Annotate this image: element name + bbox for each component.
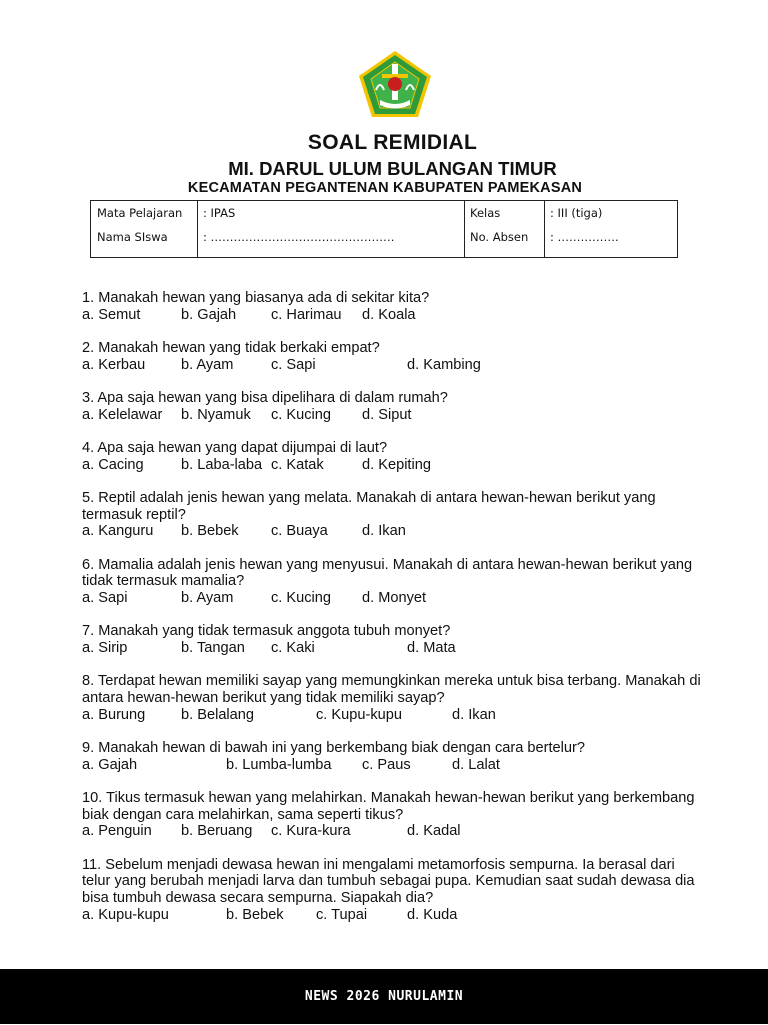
- question-text: 3. Apa saja hewan yang bisa dipelihara di dalam rumah?: [82, 389, 448, 406]
- answer-option: a. Kerbau: [82, 356, 146, 373]
- answer-option: c. Kucing: [271, 406, 332, 423]
- answer-option: d. Siput: [362, 406, 412, 423]
- question-text: 9. Manakah hewan di bawah ini yang berkembang biak dengan cara bertelur?: [82, 739, 586, 756]
- class-label: Kelas: [470, 206, 501, 220]
- question-list: [82, 290, 702, 940]
- answer-option: b. Gajah: [181, 306, 237, 323]
- student-name-value: : …………………………………………: [203, 230, 395, 244]
- answer-option: a. Gajah: [82, 756, 138, 773]
- subject-label: Mata Pelajaran: [97, 206, 183, 220]
- answer-option: a. Sapi: [82, 590, 128, 607]
- question-item: [82, 290, 702, 323]
- question-item: [82, 390, 702, 423]
- question-item: [82, 673, 702, 723]
- table-divider: [197, 201, 198, 257]
- absen-label: No. Absen: [470, 230, 529, 244]
- answer-option: b. Ayam: [181, 356, 234, 373]
- answer-option: d. Monyet: [362, 590, 427, 607]
- answer-option: b. Lumba-lumba: [226, 756, 332, 773]
- answer-option: b. Bebek: [226, 906, 284, 923]
- question-text: 10. Tikus termasuk hewan yang melahirkan. Manakah hewan-hewan berikut yang berkembang biak dengan cara melahirkan, sama seperti tikus?: [82, 789, 695, 823]
- school-emblem-logo: [358, 50, 432, 118]
- answer-option: d. Ikan: [362, 523, 406, 540]
- answer-option: b. Ayam: [181, 590, 234, 607]
- watermark-footer: NEWS 2026 NURULAMIN: [0, 969, 768, 1024]
- question-text: 5. Reptil adalah jenis hewan yang melata. Manakah di antara hewan-hewan berikut yang termasuk reptil?: [82, 489, 656, 523]
- answer-option: c. Kucing: [271, 590, 332, 607]
- answer-option: d. Kambing: [407, 356, 481, 373]
- answer-option: c. Katak: [271, 456, 324, 473]
- answer-option: c. Kura-kura: [271, 823, 351, 840]
- table-divider: [464, 201, 465, 257]
- answer-option: c. Kaki: [271, 640, 315, 657]
- question-text: 8. Terdapat hewan memiliki sayap yang memungkinkan mereka untuk bisa terbang. Manakah di antara hewan-hewan berikut yang tidak memiliki sayap?: [82, 673, 701, 706]
- question-item: [82, 440, 702, 473]
- answer-option: d. Kadal: [407, 823, 461, 840]
- question-text: 1. Manakah hewan yang biasanya ada di sekitar kita?: [82, 290, 430, 306]
- answer-option: a. Sirip: [82, 640, 128, 657]
- question-item: [82, 623, 702, 656]
- question-text: 2. Manakah hewan yang tidak berkaki empat?: [82, 339, 380, 356]
- answer-option: c. Paus: [362, 756, 411, 773]
- answer-option: d. Koala: [362, 306, 416, 323]
- question-text: 6. Mamalia adalah jenis hewan yang menyusui. Manakah di antara hewan-hewan berikut yang tidak termasuk mamalia?: [82, 556, 693, 590]
- question-item: [82, 490, 702, 540]
- district-name: KECAMATAN PEGANTENAN KABUPATEN PAMEKASAN: [187, 180, 583, 196]
- answer-option: a. Penguin: [82, 823, 152, 840]
- answer-option: a. Kupu-kupu: [82, 906, 169, 923]
- school-name: MI. DARUL ULUM BULANGAN TIMUR: [228, 158, 557, 179]
- answer-option: b. Bebek: [181, 523, 239, 540]
- answer-option: a. Semut: [82, 306, 141, 323]
- table-divider: [544, 201, 545, 257]
- student-name-label: Nama SIswa: [97, 230, 168, 244]
- question-text: 7. Manakah yang tidak termasuk anggota tubuh monyet?: [82, 623, 451, 640]
- answer-option: b. Laba-laba: [181, 456, 263, 473]
- answer-option: d. Kuda: [407, 906, 458, 923]
- answer-option: a. Kelelawar: [82, 406, 163, 423]
- answer-option: d. Kepiting: [362, 456, 431, 473]
- answer-option: c. Tupai: [316, 906, 368, 923]
- answer-option: c. Harimau: [271, 306, 342, 323]
- answer-option: d. Lalat: [452, 756, 500, 773]
- question-text: 11. Sebelum menjadi dewasa hewan ini mengalami metamorfosis sempurna. Ia berasal dari telur yang berubah menjadi larva dan tumbuh sebagai pupa. Kemudian saat sudah dewasa dia bisa tumbuh dewasa secara sempurna. Siapakah dia?: [82, 856, 695, 907]
- answer-option: d. Mata: [407, 640, 456, 657]
- answer-option: b. Beruang: [181, 823, 253, 840]
- question-text: 4. Apa saja hewan yang dapat dijumpai di laut?: [82, 439, 388, 456]
- answer-option: a. Burung: [82, 706, 146, 723]
- answer-option: b. Tangan: [181, 640, 245, 657]
- answer-option: c. Sapi: [271, 356, 316, 373]
- question-item: [82, 857, 702, 924]
- student-info-table: [90, 200, 678, 258]
- answer-option: d. Ikan: [452, 706, 496, 723]
- subject-value: : IPAS: [203, 206, 236, 220]
- answer-option: a. Kanguru: [82, 523, 154, 540]
- exam-title: SOAL REMIDIAL: [307, 131, 478, 154]
- class-value: : III (tiga): [550, 206, 603, 220]
- answer-option: b. Belalang: [181, 706, 255, 723]
- answer-option: b. Nyamuk: [181, 406, 251, 423]
- answer-option: c. Buaya: [271, 523, 328, 540]
- answer-option: c. Kupu-kupu: [316, 706, 402, 723]
- question-item: [82, 790, 702, 840]
- question-item: [82, 740, 702, 773]
- answer-option: a. Cacing: [82, 456, 144, 473]
- question-item: [82, 557, 702, 607]
- question-item: [82, 340, 702, 373]
- absen-value: : …………….: [550, 230, 619, 244]
